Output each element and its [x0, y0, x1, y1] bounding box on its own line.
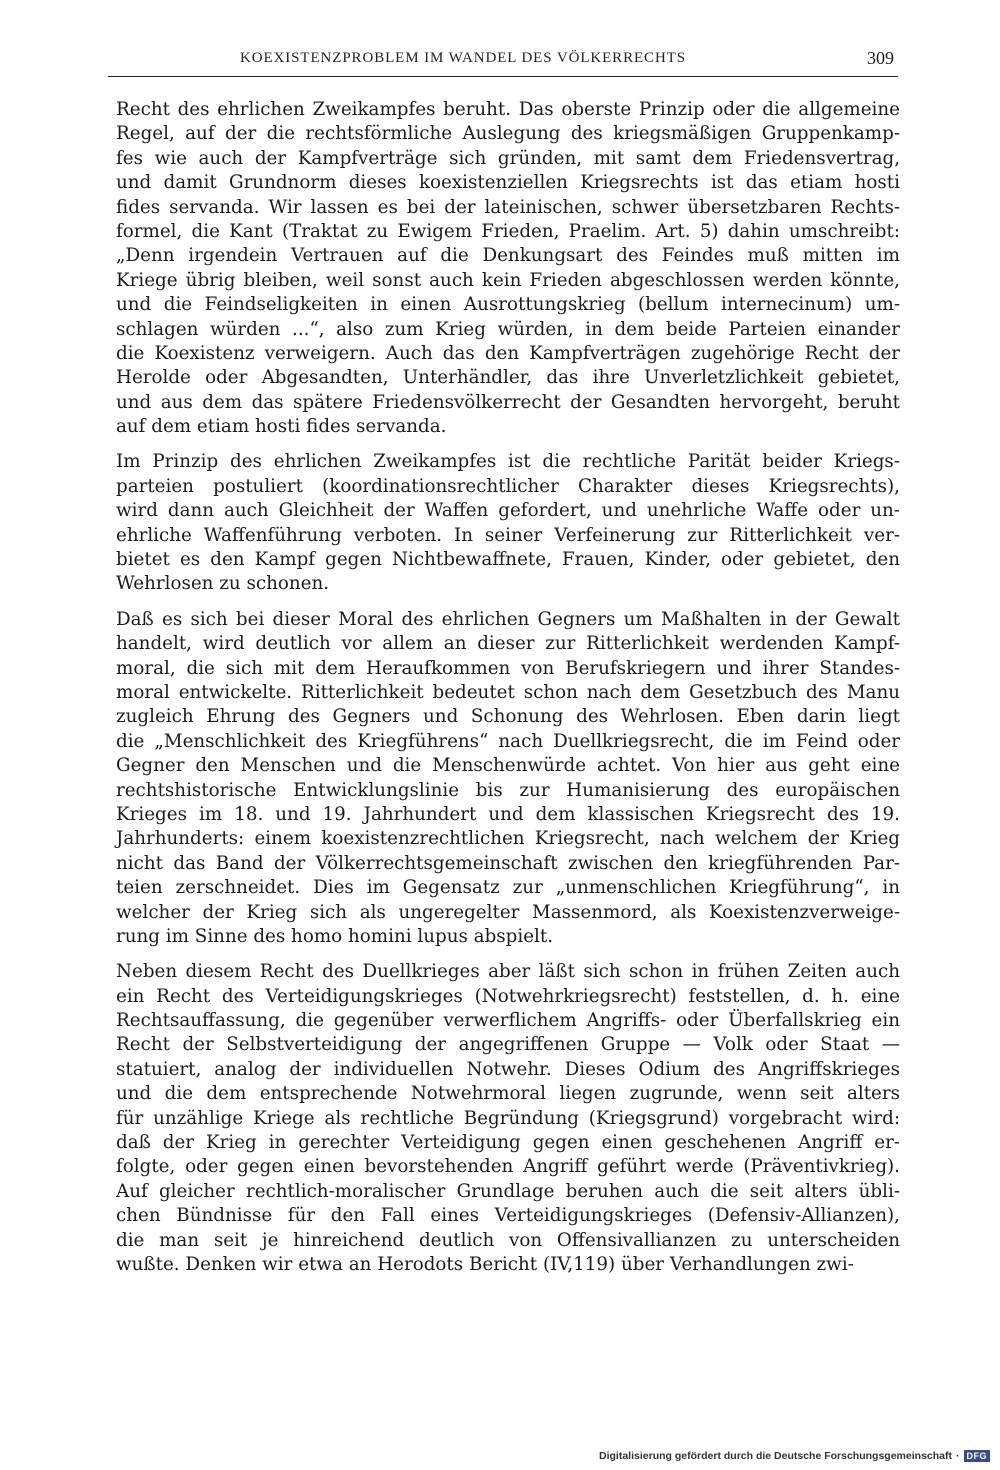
- dfg-logo-separator: ·: [956, 1450, 960, 1462]
- paragraph-gap: [116, 439, 900, 450]
- text-line: Wehrlosen zu schonen.: [116, 573, 330, 595]
- paragraph: [116, 98, 900, 439]
- text-line: zugleich Ehrung des Gegners und Schonung des Wehrlosen. Eben darin liegt: [116, 706, 900, 728]
- text-line: die „Menschlichkeit des Kriegführens“ nach Duellkriegsrecht, die im Feind oder: [116, 730, 900, 752]
- text-line: bietet es den Kampf gegen Nichtbewaffnete, Frauen, Kinder, oder gebietet, den: [116, 549, 900, 571]
- text-line: Jahrhunderts: einem koexistenzrechtlichen Kriegsrecht, nach welchem der Krieg: [116, 828, 900, 850]
- text-line: und damit Grundnorm dieses koexistenziellen Kriegsrechts ist das etiam hosti: [116, 172, 900, 194]
- text-line: und aus dem das spätere Friedensvölkerrecht der Gesandten hervorgeht, beruht: [116, 391, 900, 413]
- dfg-logo: DFG: [964, 1450, 991, 1462]
- text-line: rechtshistorische Entwicklungslinie bis zur Humanisierung des europäischen: [116, 779, 900, 801]
- text-line: Gegner den Menschen und die Menschenwürde achtet. Von hier aus geht eine: [116, 755, 900, 777]
- text-line: Herolde oder Abgesandten, Unterhändler, das ihre Unverletzlichkeit gebietet,: [116, 367, 900, 389]
- text-line: rung im Sinne des homo homini lupus abspielt.: [116, 925, 554, 947]
- text-line: und die Feindseligkeiten in einen Ausrottungskrieg (bellum internecinum) um-: [116, 294, 900, 316]
- funding-credit-text: Digitalisierung gefördert durch die Deutsche Forschungsgemeinschaft: [599, 1450, 952, 1462]
- paragraph-gap: [116, 597, 900, 608]
- text-line: Neben diesem Recht des Duellkrieges aber läßt sich schon in frühen Zeiten auch: [116, 961, 900, 983]
- text-line: Rechtsauffassung, die gegenüber verwerflichem Angriffs- oder Überfallskrieg ein: [116, 1010, 900, 1032]
- text-line: ein Recht des Verteidigungskrieges (Notwehrkriegsrecht) feststellen, d. h. eine: [116, 985, 900, 1007]
- text-line: auf dem etiam hosti fides servanda.: [116, 416, 447, 438]
- text-line: Im Prinzip des ehrlichen Zweikampfes ist die rechtliche Parität beider Kriegs-: [116, 451, 900, 473]
- text-line: für unzählige Kriege als rechtliche Begründung (Kriegsgrund) vorgebracht wird:: [116, 1107, 900, 1129]
- text-line: chen Bündnisse für den Fall eines Verteidigungskrieges (Defensiv-Allianzen),: [116, 1205, 900, 1227]
- text-line: statuiert, analog der individuellen Notwehr. Dieses Odium des Angriffskrieges: [116, 1058, 900, 1080]
- text-line: nicht das Band der Völkerrechtsgemeinschaft zwischen den kriegführenden Par-: [116, 852, 900, 874]
- paragraph: [116, 608, 900, 949]
- text-line: wußte. Denken wir etwa an Herodots Bericht (IV,119) über Verhandlungen zwi-: [116, 1253, 854, 1275]
- text-line: Krieges im 18. und 19. Jahrhundert und dem klassischen Kriegsrecht des 19.: [116, 803, 900, 825]
- text-line: und die dem entsprechende Notwehrmoral liegen zugrunde, wenn seit alters: [116, 1083, 900, 1105]
- text-line: schlagen würden ...“, also zum Krieg würden, in dem beide Parteien einander: [116, 318, 900, 340]
- text-line: moral entwickelte. Ritterlichkeit bedeutet schon nach dem Gesetzbuch des Manu: [116, 681, 900, 703]
- text-line: fes wie auch der Kampfverträge sich gründen, mit samt dem Friedensvertrag,: [116, 147, 900, 169]
- text-line: welcher der Krieg sich als ungeregelter Massenmord, als Koexistenzverweige-: [116, 901, 900, 923]
- text-line: wird dann auch Gleichheit der Waffen gefordert, und unehrliche Waffe oder un-: [116, 500, 900, 522]
- paragraph: [116, 960, 900, 1277]
- body-text: [116, 98, 900, 1277]
- running-head: [108, 48, 898, 77]
- text-line: Daß es sich bei dieser Moral des ehrlichen Gegners um Maßhalten in der Gewalt: [116, 608, 900, 630]
- text-line: formel, die Kant (Traktat zu Ewigem Frieden, Praelim. Art. 5) dahin umschreibt:: [116, 220, 900, 242]
- text-line: die man seit je hinreichend deutlich von Offensivallianzen zu unterscheiden: [116, 1229, 900, 1251]
- text-line: ehrliche Waffenführung verboten. In seiner Verfeinerung zur Ritterlichkeit ver-: [116, 524, 900, 546]
- text-line: Recht der Selbstverteidigung der angegriffenen Gruppe — Volk oder Staat —: [116, 1034, 900, 1056]
- text-line: moral, die sich mit dem Heraufkommen von Berufskriegern und ihrer Standes-: [116, 657, 900, 679]
- text-line: Kriege übrig bleiben, weil sonst auch kein Frieden abgeschlossen werden könnte,: [116, 269, 900, 291]
- paragraph: [116, 450, 900, 596]
- text-line: handelt, wird deutlich vor allem an dieser zur Ritterlichkeit werdenden Kampf-: [116, 633, 900, 655]
- text-line: Recht des ehrlichen Zweikampfes beruht. Das oberste Prinzip oder die allgemeine: [116, 99, 900, 120]
- running-title: KOEXISTENZPROBLEM IM WANDEL DES VÖLKERRECHTS: [240, 50, 686, 66]
- text-line: Regel, auf der die rechtsförmliche Auslegung des kriegsmäßigen Gruppenkamp-: [116, 123, 900, 145]
- text-line: die Koexistenz verweigern. Auch das den Kampfverträgen zugehörige Recht der: [116, 342, 900, 364]
- text-line: Auf gleicher rechtlich-moralischer Grundlage beruhen auch die seit alters übli-: [116, 1180, 900, 1202]
- paragraph-gap: [116, 949, 900, 960]
- text-line: folgte, oder gegen einen bevorstehenden Angriff geführt werde (Präventivkrieg).: [116, 1156, 900, 1178]
- text-line: teien zerschneidet. Dies im Gegensatz zur „unmenschlichen Kriegführung“, in: [116, 877, 900, 899]
- text-line: fides servanda. Wir lassen es bei der lateinischen, schwer übersetzbaren Rechts-: [116, 196, 900, 218]
- page-number: 309: [867, 48, 894, 68]
- footer-credit: [599, 1450, 990, 1462]
- text-line: parteien postuliert (koordinationsrechtlicher Charakter dieses Kriegsrechts),: [116, 475, 900, 497]
- text-line: „Denn irgendein Vertrauen auf die Denkungsart des Feindes muß mitten im: [116, 245, 900, 267]
- text-line: daß der Krieg in gerechter Verteidigung gegen einen geschehenen Angriff er-: [116, 1132, 900, 1154]
